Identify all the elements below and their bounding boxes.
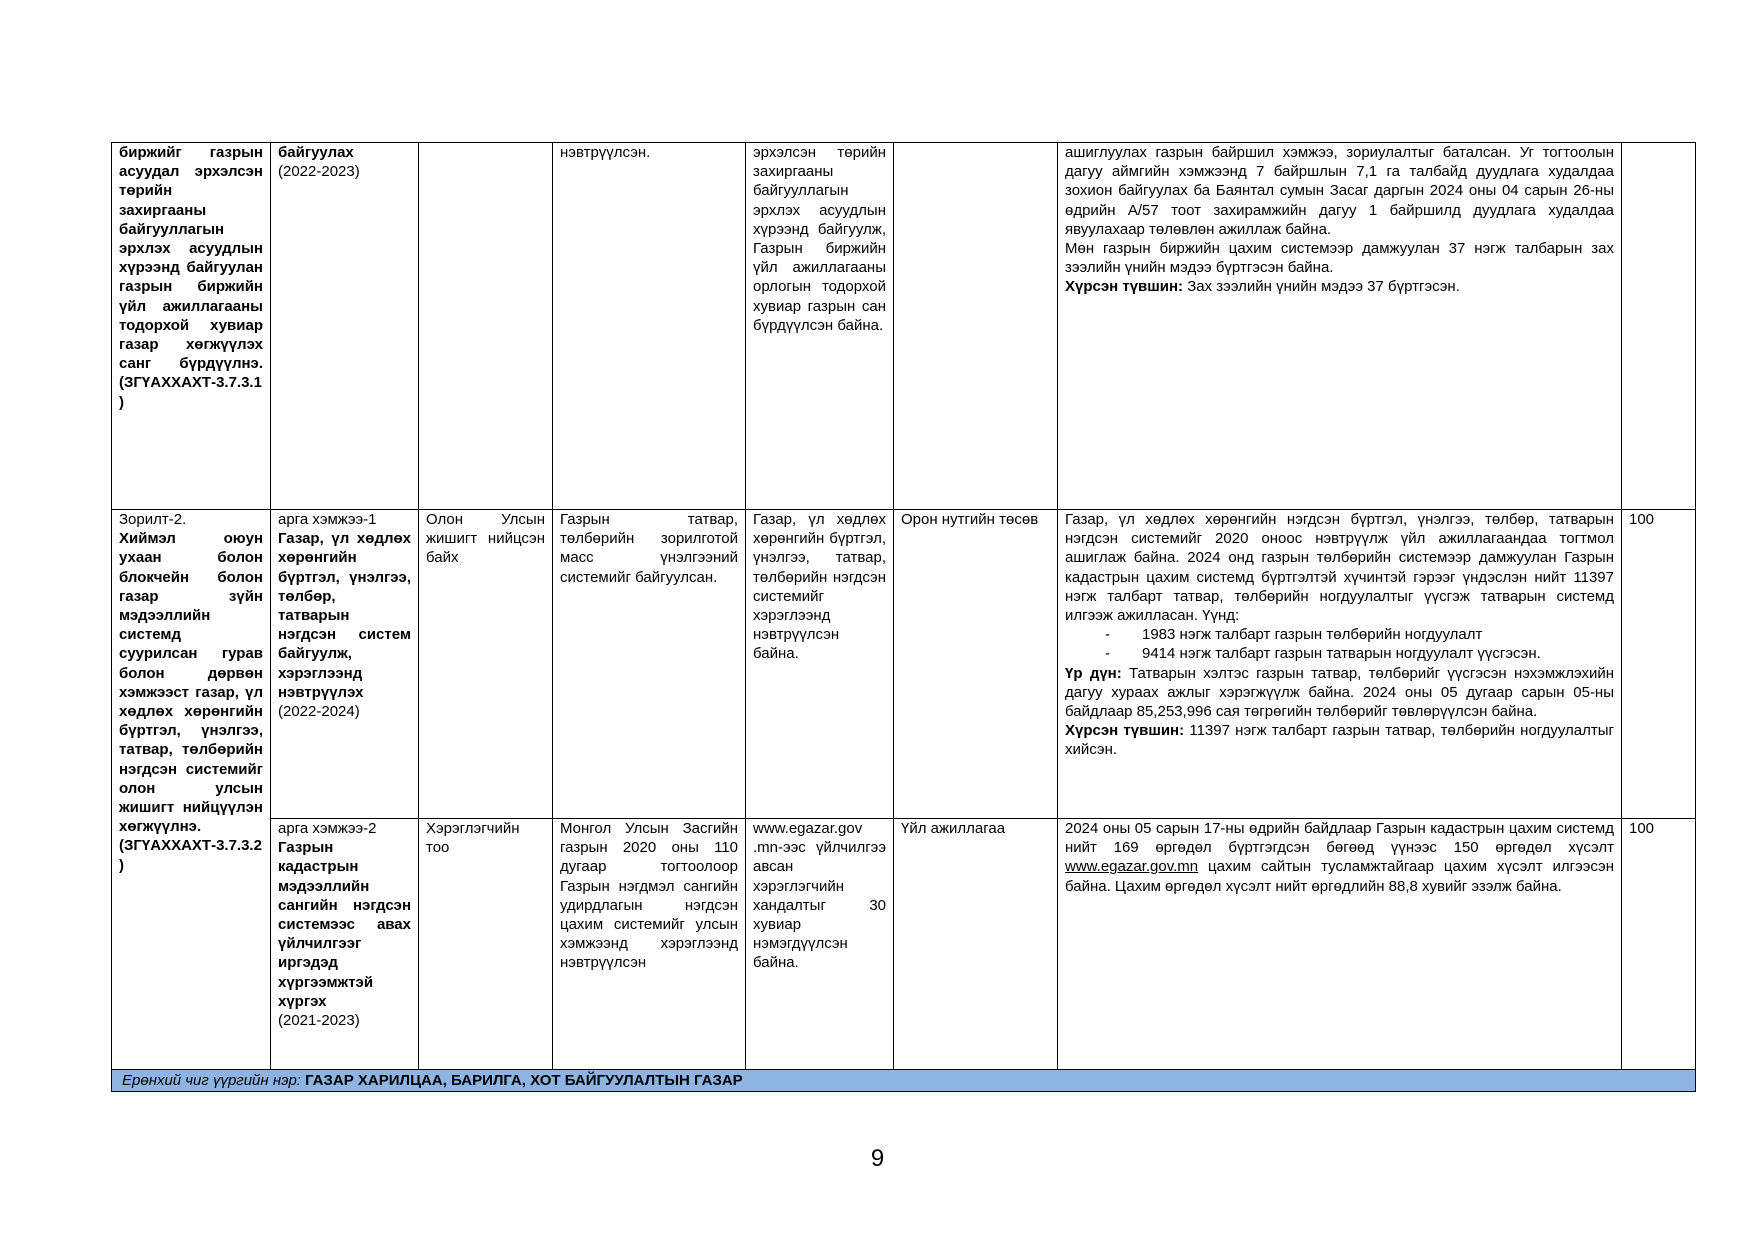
measure-label: арга хэмжээ-1 (278, 511, 377, 528)
progress-paragraph: Мөн газрын биржийн цахим системээр дамжуулан 37 нэгж талбарын зах зээлийн үнийн мэдээ бүртгэсэн байна. (1065, 240, 1614, 277)
function-name-row (112, 1070, 1696, 1092)
funding-cell: Орон нутгийн төсөв (894, 510, 1058, 819)
achieved-level-text: 11397 нэгж талбарт газрын татвар, төлбөрийн ногдуулалтыг хийсэн. (1065, 722, 1614, 759)
goal-cell (112, 510, 271, 1070)
result-paragraph (1065, 664, 1614, 722)
measure-title: байгуулах (278, 144, 354, 161)
progress-paragraph: ашиглуулах газрын байршил хэмжээ, зориулалтыг баталсан. Уг тогтоолын дагуу аймгийн хэмжээнд 7 байршлын 7,1 га талбайд дуудлага худалдаа зохион байгуулах ба Баянтал сумын Засаг даргын 2024 оны 04 сарын 26-ны өдрийн А/57 тоот захирамжийн дагуу 1 байршилд дуудлага худалдаа явуулахаар төлөвлөн ажиллаж байна. (1065, 144, 1614, 238)
measure-title: Газрын кадастрын мэдээллийн сангийн нэгдсэн системээс авах үйлчилгээг иргэдэд хүргээмжтэй хүргэх (278, 839, 411, 1010)
indicator-cell: Олон Улсын жишигт нийцсэн байх (419, 510, 553, 819)
achieved-level (1065, 277, 1614, 296)
achieved-level-label: Хүрсэн түвшин: (1065, 278, 1184, 296)
measure-period: (2022-2023) (278, 163, 360, 181)
progress-report-table (111, 142, 1696, 1092)
score-cell: 100 (1622, 819, 1696, 1070)
baseline-cell: нэвтрүүлсэн. (553, 143, 746, 510)
achieved-level-text: Зах зээлийн үнийн мэдээ 37 бүртгэсэн. (1183, 278, 1460, 296)
table-row (112, 143, 1696, 510)
measure-title: Газар, үл хөдлөх хөрөнгийн бүртгэл, үнэлгээ, төлбөр, татварын нэгдсэн систем байгуулж, хэрэглээнд нэвтрүүлэх (278, 530, 411, 701)
score-cell: 100 (1622, 510, 1696, 819)
progress-cell (1058, 510, 1622, 819)
indicator-cell: Хэрэглэгчийн тоо (419, 819, 553, 1070)
measure-label: арга хэмжээ-2 (278, 820, 377, 837)
measure-cell (271, 510, 419, 819)
result-text: Татварын хэлтэс газрын татвар, төлбөрийг үүсгэсэн нэхэмжлэхийн дагуу хураах ажлыг хэрэгжүүлж байна. 2024 оны 05 дугаар сарын 05-ны байдлаар 85,253,996 сая төгрөгийн төлбөрийг төвлөрүүлсэн байна. (1065, 664, 1614, 721)
egazar-link[interactable]: www.egazar.gov.mn (1065, 858, 1199, 876)
table-row (112, 510, 1696, 819)
funding-cell: Үйл ажиллагаа (894, 819, 1058, 1070)
page-number: 9 (870, 1145, 885, 1172)
function-name-label: Ерөнхий чиг үүргийн нэр: (122, 1072, 306, 1089)
measure-period: (2021-2023) (278, 1012, 360, 1030)
result-label: Үр дүн: (1065, 664, 1122, 682)
baseline-cell: Монгол Улсын Засгийн газрын 2020 оны 110 дугаар тогтоолоор Газрын нэгдмэл сангийн удирдлагын нэгдсэн цахим системийг улсын хэмжээнд хэрэглээнд нэвтрүүлсэн (553, 819, 746, 1070)
list-item: - 9414 нэгж талбарт газрын татварын ногдуулалт үүсгэсэн. (1105, 645, 1541, 663)
progress-cell (1058, 143, 1622, 510)
function-name-value: ГАЗАР ХАРИЛЦАА, БАРИЛГА, ХОТ БАЙГУУЛАЛТЫН ГАЗАР (305, 1072, 743, 1089)
score-cell (1622, 143, 1696, 510)
measure-cell (271, 143, 419, 510)
progress-paragraph: Газар, үл хөдлөх хөрөнгийн нэгдсэн бүртгэл, үнэлгээ, төлбөр, татварын нэгдсэн системийг 2020 оноос нэвтрүүлж үйл ажиллагаандаа тогтмол ашиглаж байна. 2024 онд газрын төлбөрийн системээр дамжуулан Газрын кадастрын цахим системд бүртгэлтэй хүчинтэй гэрээг үндэслэн нийт 11397 нэгж талбарт татвар, төлбөрийн ногдуулалтыг үүсгэж татварын системд илгээж ажилласан. Үүнд: (1065, 511, 1614, 625)
achieved-level-label: Хүрсэн түвшин: (1065, 722, 1185, 740)
list-item: - 1983 нэгж талбарт газрын төлбөрийн ногдуулалт (1105, 626, 1483, 644)
progress-cell: 2024 оны 05 сарын 17-ны өдрийн байдлаар Газрын кадастрын цахим системд нийт 169 өргөдөл бүртгэгдсэн бөгөөд үүнээс 150 өргөдөл хүсэлт www.egazar.gov.mn цахим сайтын тусламжтайгаар цахим хүсэлт илгээсэн байна. Цахим өргөдөл хүсэлт нийт өргөдлийн 88,8 хувийг эзэлж байна. (1058, 819, 1622, 1070)
function-name-cell (112, 1070, 1696, 1092)
measure-cell (271, 819, 419, 1070)
goal-cell: биржийг газрын асуудал эрхэлсэн төрийн захиргааны байгууллагын эрхлэх асуудлын хүрээнд байгуулан газрын биржийн үйл ажиллагааны тодорхой хувиар газар хөгжүүлэх санг бүрдүүлнэ. (ЗГҮАХХАХТ-3.7.3.1) (112, 143, 271, 510)
achieved-level (1065, 721, 1614, 759)
table-row (112, 819, 1696, 1070)
funding-cell (894, 143, 1058, 510)
baseline-cell: Газрын татвар, төлбөрийн зорилготой масс үнэлгээний системийг байгуулсан. (553, 510, 746, 819)
goal-text: Хиймэл оюун ухаан болон блокчейн болон газар зүйн мэдээллийн системд суурилсан гурав болон дөрвөн хэмжээст газар, үл хөдлөх хөрөнгийн бүртгэл, үнэлгээ, татвар, төлбөрийн нэгдсэн системийг олон улсын жишигт нийцүүлэн хөгжүүлнэ. (ЗГҮАХХАХТ-3.7.3.2) (119, 530, 263, 874)
measure-period: (2022-2024) (278, 703, 360, 721)
indicator-cell (419, 143, 553, 510)
target-cell: Газар, үл хөдлөх хөрөнгийн бүртгэл, үнэлгээ, татвар, төлбөрийн нэгдсэн системийг хэрэглээнд нэвтрүүлсэн байна. (746, 510, 894, 819)
target-cell: www.egazar.gov .mn-ээс үйлчилгээ авсан хэрэглэгчийн хандалтыг 30 хувиар нэмэгдүүлсэн байна. (746, 819, 894, 1070)
target-cell: эрхэлсэн төрийн захиргааны байгууллагын эрхлэх асуудлын хүрээнд байгуулж, Газрын биржийн үйл ажиллагааны орлогын тодорхой хувиар газрын сан бүрдүүлсэн байна. (746, 143, 894, 510)
goal-heading: Зорилт-2. (119, 511, 187, 528)
